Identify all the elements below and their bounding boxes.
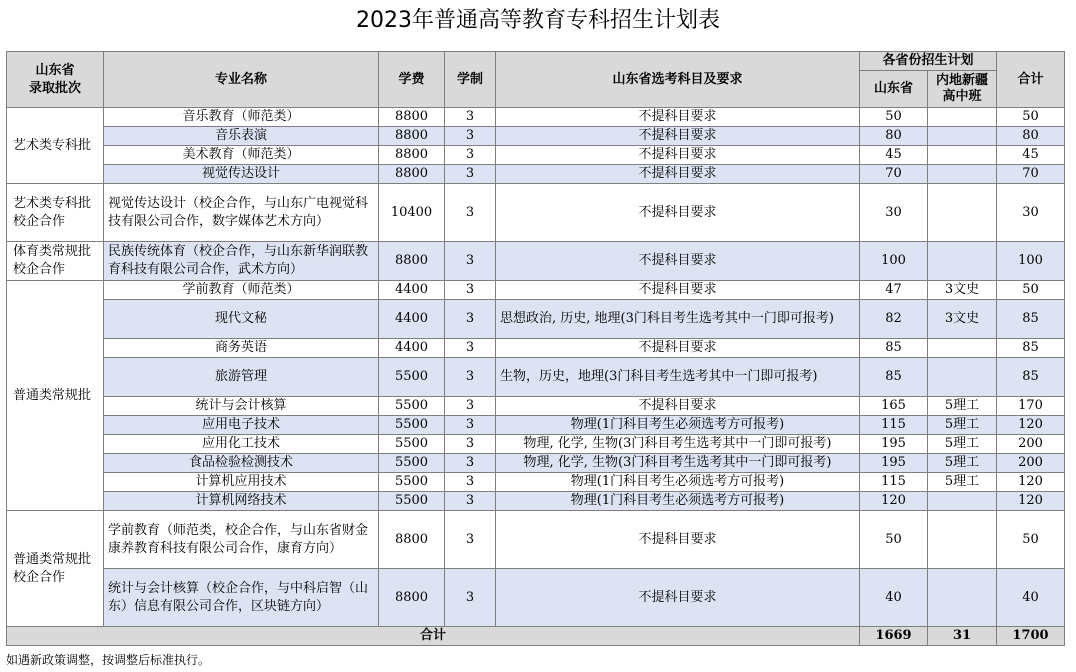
xinjiang-cell [928, 339, 997, 358]
header-fee: 学费 [379, 52, 445, 108]
duration-cell: 3 [445, 184, 496, 242]
duration-cell: 3 [445, 165, 496, 184]
fee-cell: 5500 [379, 454, 445, 473]
shandong-cell: 120 [860, 492, 928, 511]
duration-cell: 3 [445, 473, 496, 492]
fee-cell: 8800 [379, 146, 445, 165]
major-cell: 应用化工技术 [104, 435, 379, 454]
table-row [7, 358, 1065, 397]
total-cell: 70 [997, 165, 1065, 184]
table-row [7, 492, 1065, 511]
requirement-cell: 不提科目要求 [496, 184, 860, 242]
duration-cell: 3 [445, 108, 496, 127]
total-cell: 120 [997, 492, 1065, 511]
shandong-cell: 195 [860, 454, 928, 473]
requirement-cell: 不提科目要求 [496, 339, 860, 358]
requirement-cell: 物理, 化学, 生物(3门科目考生选考其中一门即可报考) [496, 454, 860, 473]
major-cell: 统计与会计核算 [104, 397, 379, 416]
xinjiang-cell: 5理工 [928, 473, 997, 492]
table-row [7, 339, 1065, 358]
fee-cell: 8800 [379, 165, 445, 184]
requirement-cell: 不提科目要求 [496, 397, 860, 416]
batch-cell: 体育类常规批 校企合作 [7, 242, 104, 281]
fee-cell: 8800 [379, 569, 445, 627]
requirement-cell: 不提科目要求 [496, 242, 860, 281]
header-major: 专业名称 [104, 52, 379, 108]
requirement-cell: 不提科目要求 [496, 146, 860, 165]
header-duration: 学制 [445, 52, 496, 108]
duration-cell: 3 [445, 358, 496, 397]
major-cell: 视觉传达设计（校企合作，与山东广电视觉科技有限公司合作，数字媒体艺术方向） [104, 184, 379, 242]
requirement-cell: 不提科目要求 [496, 108, 860, 127]
table-row [7, 146, 1065, 165]
shandong-cell: 50 [860, 108, 928, 127]
xinjiang-cell [928, 165, 997, 184]
major-cell: 计算机网络技术 [104, 492, 379, 511]
duration-cell: 3 [445, 242, 496, 281]
duration-cell: 3 [445, 146, 496, 165]
major-cell: 旅游管理 [104, 358, 379, 397]
total-label: 合计 [7, 627, 860, 646]
major-cell: 视觉传达设计 [104, 165, 379, 184]
table-row [7, 242, 1065, 281]
table-row [7, 569, 1065, 627]
major-cell: 统计与会计核算（校企合作，与中科启智（山东）信息有限公司合作，区块链方向） [104, 569, 379, 627]
major-cell: 食品检验检测技术 [104, 454, 379, 473]
total-cell: 200 [997, 454, 1065, 473]
fee-cell: 5500 [379, 358, 445, 397]
duration-cell: 3 [445, 569, 496, 627]
fee-cell: 5500 [379, 473, 445, 492]
total-shandong: 1669 [860, 627, 928, 646]
shandong-cell: 85 [860, 358, 928, 397]
table-row [7, 165, 1065, 184]
major-cell: 现代文秘 [104, 300, 379, 339]
fee-cell: 8800 [379, 127, 445, 146]
duration-cell: 3 [445, 511, 496, 569]
major-cell: 民族传统体育（校企合作，与山东新华润联教育科技有限公司合作，武术方向） [104, 242, 379, 281]
duration-cell: 3 [445, 127, 496, 146]
requirement-cell: 思想政治, 历史, 地理(3门科目考生选考其中一门即可报考) [496, 300, 860, 339]
duration-cell: 3 [445, 339, 496, 358]
table-row [7, 397, 1065, 416]
header-plan-group: 各省份招生计划 [860, 52, 997, 71]
batch-cell: 普通类常规批 校企合作 [7, 511, 104, 627]
duration-cell: 3 [445, 492, 496, 511]
major-cell: 商务英语 [104, 339, 379, 358]
table-row [7, 281, 1065, 300]
fee-cell: 10400 [379, 184, 445, 242]
enrollment-plan-table [6, 51, 1065, 646]
total-cell: 120 [997, 416, 1065, 435]
fee-cell: 5500 [379, 435, 445, 454]
fee-cell: 5500 [379, 397, 445, 416]
shandong-cell: 40 [860, 569, 928, 627]
page-title: 2023年普通高等教育专科招生计划表 [356, 8, 720, 33]
total-cell: 40 [997, 569, 1065, 627]
batch-cell: 普通类常规批 [7, 281, 104, 511]
total-sum: 1700 [997, 627, 1065, 646]
requirement-cell: 不提科目要求 [496, 165, 860, 184]
table-row [7, 184, 1065, 242]
fee-cell: 4400 [379, 281, 445, 300]
header-requirement: 山东省选考科目及要求 [496, 52, 860, 108]
table-row [7, 108, 1065, 127]
fee-cell: 5500 [379, 492, 445, 511]
major-cell: 应用电子技术 [104, 416, 379, 435]
total-cell: 100 [997, 242, 1065, 281]
table-row [7, 435, 1065, 454]
total-cell: 50 [997, 108, 1065, 127]
fee-cell: 8800 [379, 242, 445, 281]
total-cell: 85 [997, 300, 1065, 339]
fee-cell: 4400 [379, 339, 445, 358]
table-row [7, 300, 1065, 339]
header-batch: 山东省 录取批次 [7, 52, 104, 108]
shandong-cell: 85 [860, 339, 928, 358]
major-cell: 美术教育（师范类） [104, 146, 379, 165]
shandong-cell: 100 [860, 242, 928, 281]
requirement-cell: 物理(1门科目考生必须选考方可报考) [496, 492, 860, 511]
table-row [7, 511, 1065, 569]
major-cell: 学前教育（师范类，校企合作，与山东省财金康养教育科技有限公司合作，康育方向） [104, 511, 379, 569]
requirement-cell: 不提科目要求 [496, 511, 860, 569]
xinjiang-cell: 5理工 [928, 416, 997, 435]
xinjiang-cell [928, 146, 997, 165]
shandong-cell: 45 [860, 146, 928, 165]
major-cell: 计算机应用技术 [104, 473, 379, 492]
duration-cell: 3 [445, 397, 496, 416]
fee-cell: 8800 [379, 511, 445, 569]
xinjiang-cell: 3文史 [928, 300, 997, 339]
total-cell: 85 [997, 339, 1065, 358]
shandong-cell: 47 [860, 281, 928, 300]
duration-cell: 3 [445, 435, 496, 454]
total-cell: 50 [997, 281, 1065, 300]
requirement-cell: 物理(1门科目考生必须选考方可报考) [496, 473, 860, 492]
xinjiang-cell: 5理工 [928, 397, 997, 416]
table-row [7, 127, 1065, 146]
total-cell: 200 [997, 435, 1065, 454]
requirement-cell: 生物，历史，地理(3门科目考生选考其中一门即可报考) [496, 358, 860, 397]
xinjiang-cell [928, 184, 997, 242]
requirement-cell: 不提科目要求 [496, 569, 860, 627]
shandong-cell: 115 [860, 473, 928, 492]
batch-cell: 艺术类专科批 校企合作 [7, 184, 104, 242]
header-xinjiang: 内地新疆 高中班 [928, 71, 997, 108]
xinjiang-cell: 3文史 [928, 281, 997, 300]
duration-cell: 3 [445, 300, 496, 339]
fee-cell: 5500 [379, 416, 445, 435]
major-cell: 音乐教育（师范类） [104, 108, 379, 127]
shandong-cell: 70 [860, 165, 928, 184]
requirement-cell: 不提科目要求 [496, 281, 860, 300]
xinjiang-cell [928, 108, 997, 127]
xinjiang-cell: 5理工 [928, 435, 997, 454]
shandong-cell: 115 [860, 416, 928, 435]
total-cell: 85 [997, 358, 1065, 397]
major-cell: 学前教育（师范类） [104, 281, 379, 300]
batch-cell: 艺术类专科批 [7, 108, 104, 184]
fee-cell: 4400 [379, 300, 445, 339]
shandong-cell: 50 [860, 511, 928, 569]
total-cell: 170 [997, 397, 1065, 416]
total-cell: 30 [997, 184, 1065, 242]
requirement-cell: 物理(1门科目考生必须选考方可报考) [496, 416, 860, 435]
duration-cell: 3 [445, 454, 496, 473]
total-cell: 45 [997, 146, 1065, 165]
xinjiang-cell [928, 492, 997, 511]
duration-cell: 3 [445, 416, 496, 435]
shandong-cell: 82 [860, 300, 928, 339]
total-cell: 120 [997, 473, 1065, 492]
requirement-cell: 不提科目要求 [496, 127, 860, 146]
xinjiang-cell [928, 127, 997, 146]
xinjiang-cell [928, 511, 997, 569]
shandong-cell: 165 [860, 397, 928, 416]
fee-cell: 8800 [379, 108, 445, 127]
shandong-cell: 30 [860, 184, 928, 242]
table-row [7, 473, 1065, 492]
shandong-cell: 195 [860, 435, 928, 454]
total-cell: 50 [997, 511, 1065, 569]
policy-note: 如遇新政策调整，按调整后标准执行。 [6, 653, 211, 667]
total-row [7, 627, 1065, 646]
major-cell: 音乐表演 [104, 127, 379, 146]
table-row [7, 454, 1065, 473]
total-cell: 80 [997, 127, 1065, 146]
header-total: 合计 [997, 52, 1065, 108]
header-shandong: 山东省 [860, 71, 928, 108]
xinjiang-cell [928, 569, 997, 627]
table-row [7, 416, 1065, 435]
requirement-cell: 物理, 化学, 生物(3门科目考生选考其中一门即可报考) [496, 435, 860, 454]
shandong-cell: 80 [860, 127, 928, 146]
xinjiang-cell [928, 358, 997, 397]
duration-cell: 3 [445, 281, 496, 300]
total-xinjiang: 31 [928, 627, 997, 646]
xinjiang-cell: 5理工 [928, 454, 997, 473]
xinjiang-cell [928, 242, 997, 281]
